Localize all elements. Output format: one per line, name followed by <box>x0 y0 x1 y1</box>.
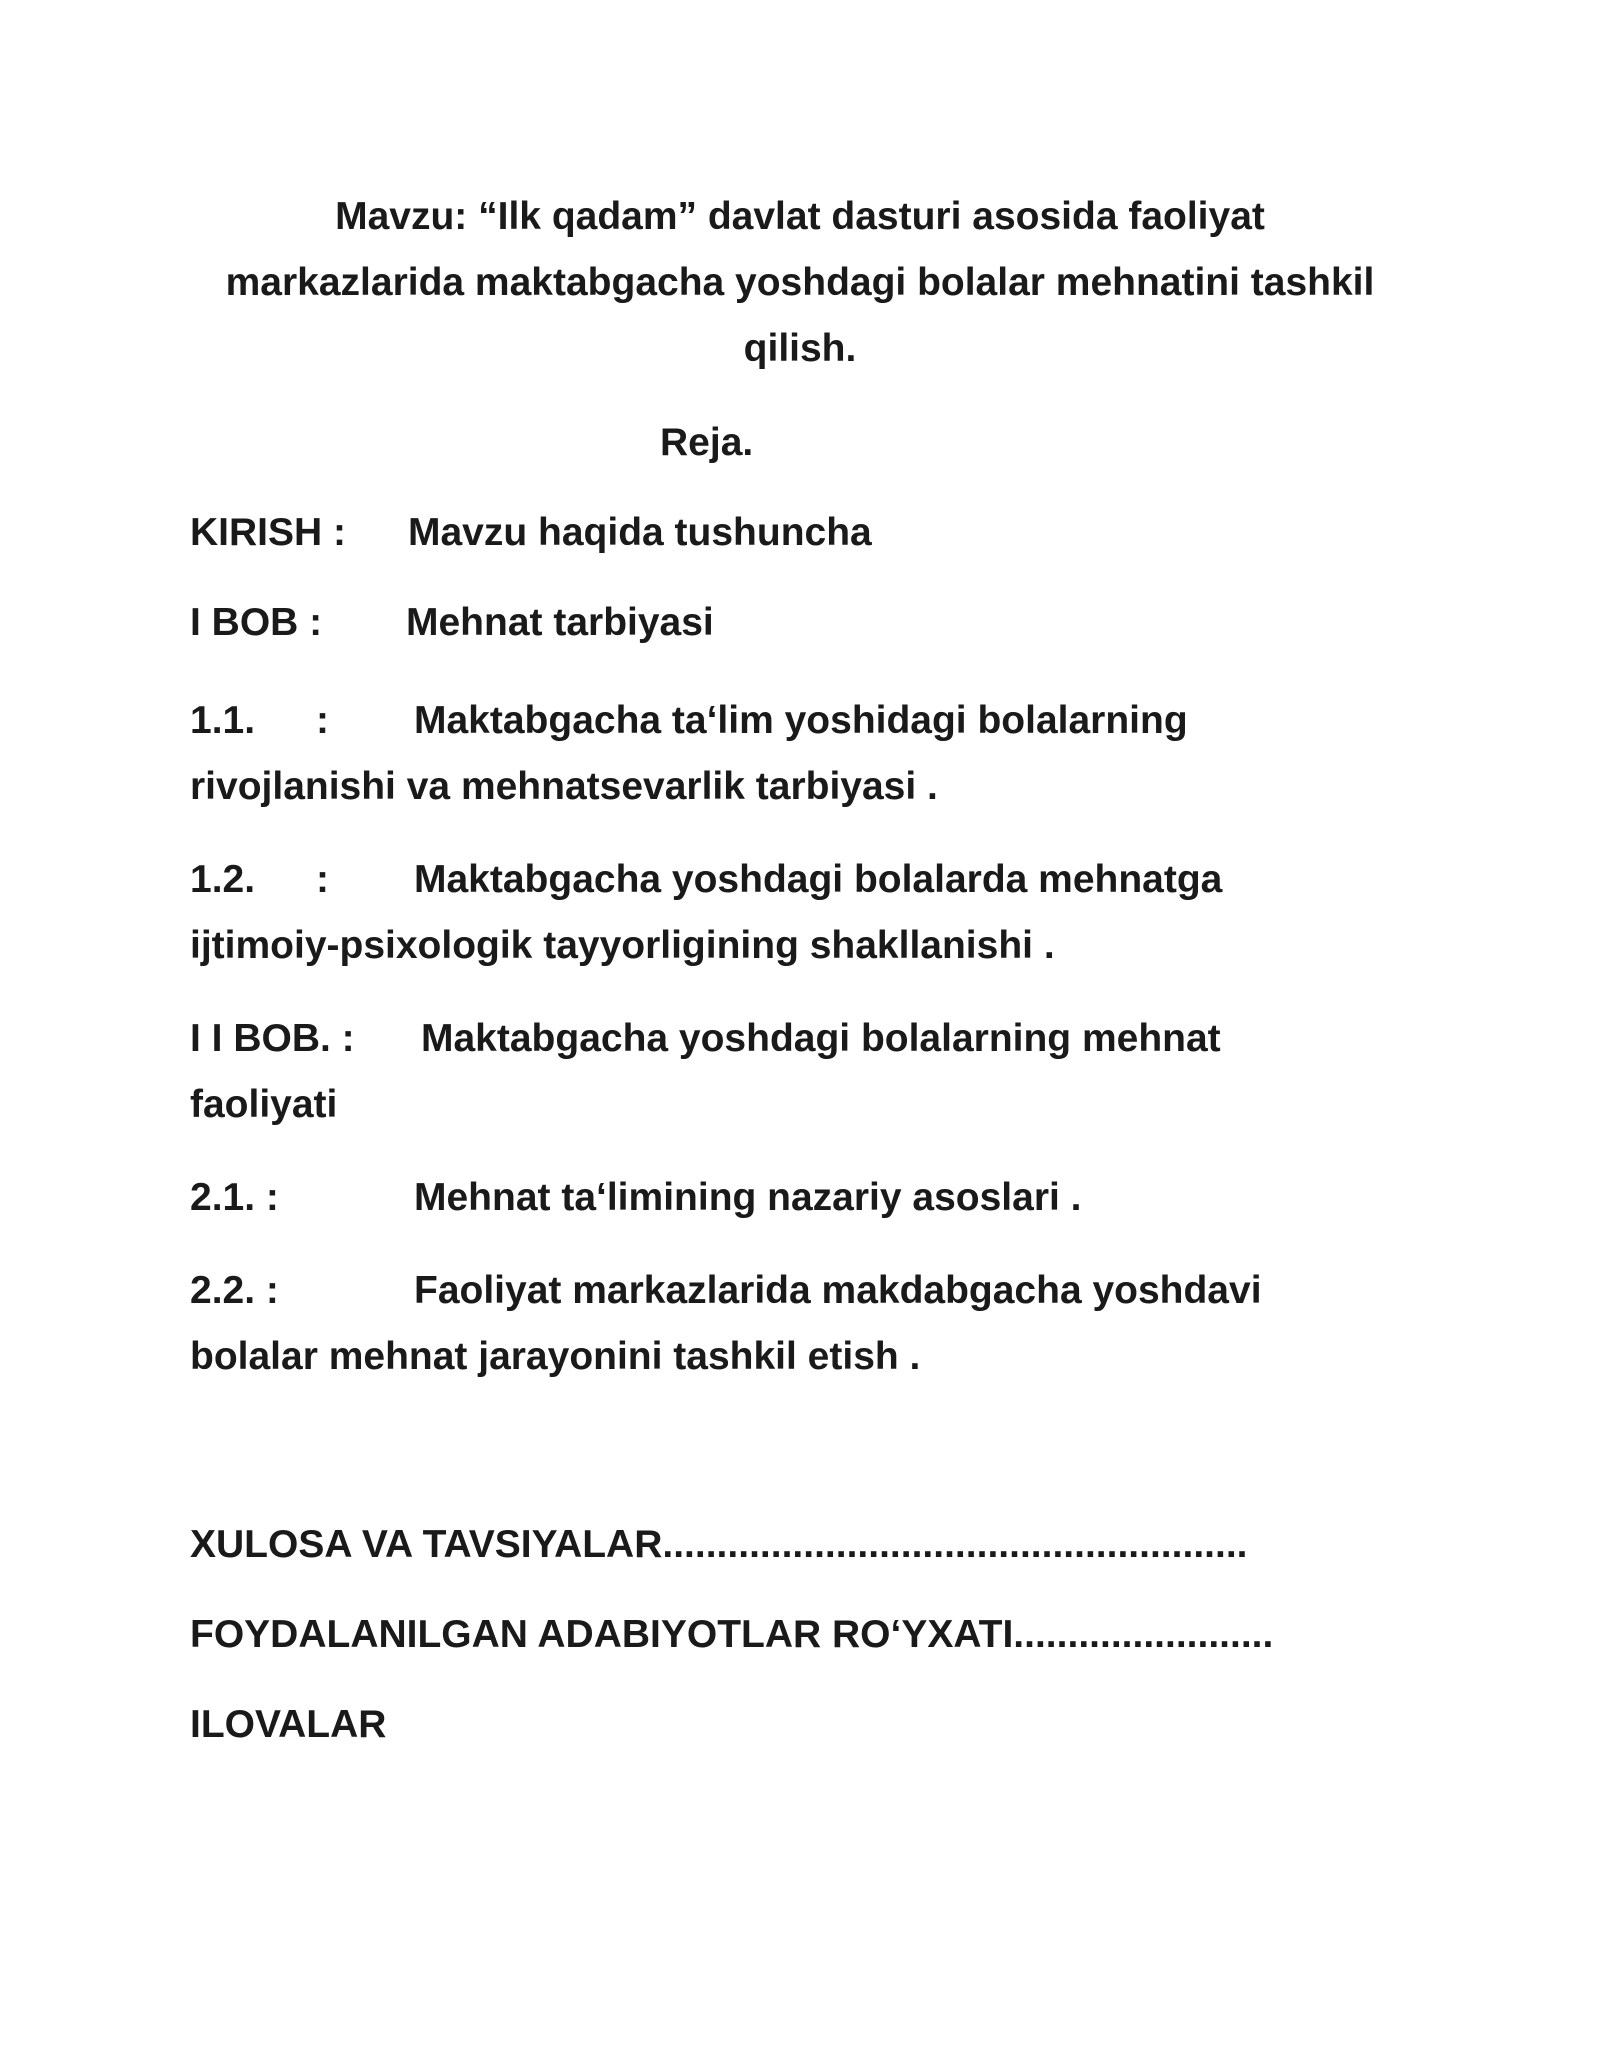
title-line-2: markazlarida maktabgacha yoshdagi bolalar mehnatini tashkil <box>225 261 1375 304</box>
plan-item-text-chapter-1: Mehnat tarbiyasi <box>406 601 714 644</box>
plan-item-text-1-1: Maktabgacha ta‘lim yoshidagi bolalarning <box>414 699 1188 742</box>
plan-item-text-1-2: Maktabgacha yoshdagi bolalarda mehnatga <box>414 858 1223 901</box>
plan-item-cont-2-2: bolalar mehnat jarayonini tashkil etish . <box>190 1335 921 1378</box>
title-line-3: qilish. <box>743 327 857 370</box>
closing-references: FOYDALANILGAN ADABIYOTLAR RO‘YXATI........................ <box>190 1613 1274 1656</box>
plan-item-cont-1-1: rivojlanishi va mehnatsevarlik tarbiyasi . <box>190 765 938 808</box>
plan-item-cont-1-2: ijtimoiy-psixologik tayyorligining shakllanishi . <box>190 924 1055 967</box>
page-title <box>180 184 1420 382</box>
plan-item-label-chapter-1: I BOB : <box>190 601 323 644</box>
plan-heading: Reja. <box>660 421 754 464</box>
plan-item-text-2-1: Mehnat ta‘limining nazariy asoslari . <box>414 1176 1082 1219</box>
plan-item-label-1-1: 1.1. <box>190 699 256 742</box>
plan-item-text-kirish: Mavzu haqida tushuncha <box>408 511 872 554</box>
plan-item-label-kirish: KIRISH : <box>190 511 346 554</box>
closing-appendices: ILOVALAR <box>190 1703 387 1746</box>
plan-item-text-chapter-2: Maktabgacha yoshdagi bolalarning mehnat <box>421 1017 1221 1060</box>
closing-conclusions: XULOSA VA TAVSIYALAR...................................................... <box>190 1523 1248 1566</box>
plan-item-colon-1-2: : <box>316 858 329 901</box>
plan-item-colon-1-1: : <box>316 699 329 742</box>
plan-item-label-chapter-2: I I BOB. : <box>190 1017 355 1060</box>
plan-item-text-2-2: Faoliyat markazlarida makdabgacha yoshdavi <box>414 1269 1262 1312</box>
plan-item-cont-chapter-2: faoliyati <box>190 1083 338 1126</box>
plan-item-label-2-1: 2.1. : <box>190 1176 279 1219</box>
plan-item-label-2-2: 2.2. : <box>190 1269 279 1312</box>
plan-item-label-1-2: 1.2. <box>190 858 256 901</box>
title-line-1: Mavzu: “Ilk qadam” davlat dasturi asosida faoliyat <box>335 195 1265 238</box>
